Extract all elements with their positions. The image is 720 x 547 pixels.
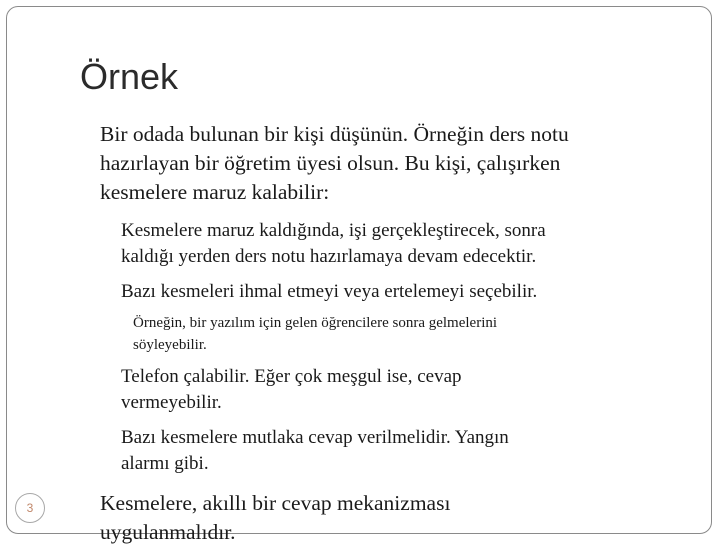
bullet-line: Kesmelere maruz kaldığında, işi gerçekleştirecek, sonra [121,220,546,241]
bullet-line: Bazı kesmelere mutlaka cevap verilmelidir. Yangın [121,427,509,448]
bullet-item [85,120,695,207]
bullet-text [104,218,694,270]
bullet-line: Örneğin, bir yazılım için gelen öğrencilere sonra gelmelerini [133,315,498,331]
bullet-text [117,312,677,356]
bullet-line: söyleyebilir. [133,337,207,353]
slide-title: Örnek [80,56,179,97]
bullet-text [85,120,695,207]
bullet-item [117,312,677,356]
bullet-line: Kesmelere, akıllı bir cevap mekanizması [100,491,451,515]
bullet-item [85,489,695,547]
bullet-item [104,425,694,477]
bullet-line: vermeyebilir. [121,392,222,413]
bullet-line: kesmelere maruz kalabilir: [100,180,330,204]
bullet-line: uygulanmalıdır. [100,520,236,544]
bullet-text [104,425,694,477]
bullet-line: alarmı gibi. [121,453,209,474]
bullet-text [104,279,694,305]
bullet-item [104,364,694,416]
bullet-text [104,364,694,416]
bullet-item [104,218,694,270]
bullet-line: Bir odada bulunan bir kişi düşünün. Örneğin ders notu [100,122,569,146]
bullet-line: kaldığı yerden ders notu hazırlamaya devam edecektir. [121,246,537,267]
page-number-badge: 3 [15,493,45,523]
bullet-line: Telefon çalabilir. Eğer çok meşgul ise, cevap [121,366,462,387]
bullet-text [85,489,695,547]
bullet-line: Bazı kesmeleri ihmal etmeyi veya ertelemeyi seçebilir. [121,281,538,302]
bullet-line: hazırlayan bir öğretim üyesi olsun. Bu kişi, çalışırken [100,151,561,175]
bullet-item [104,279,694,305]
